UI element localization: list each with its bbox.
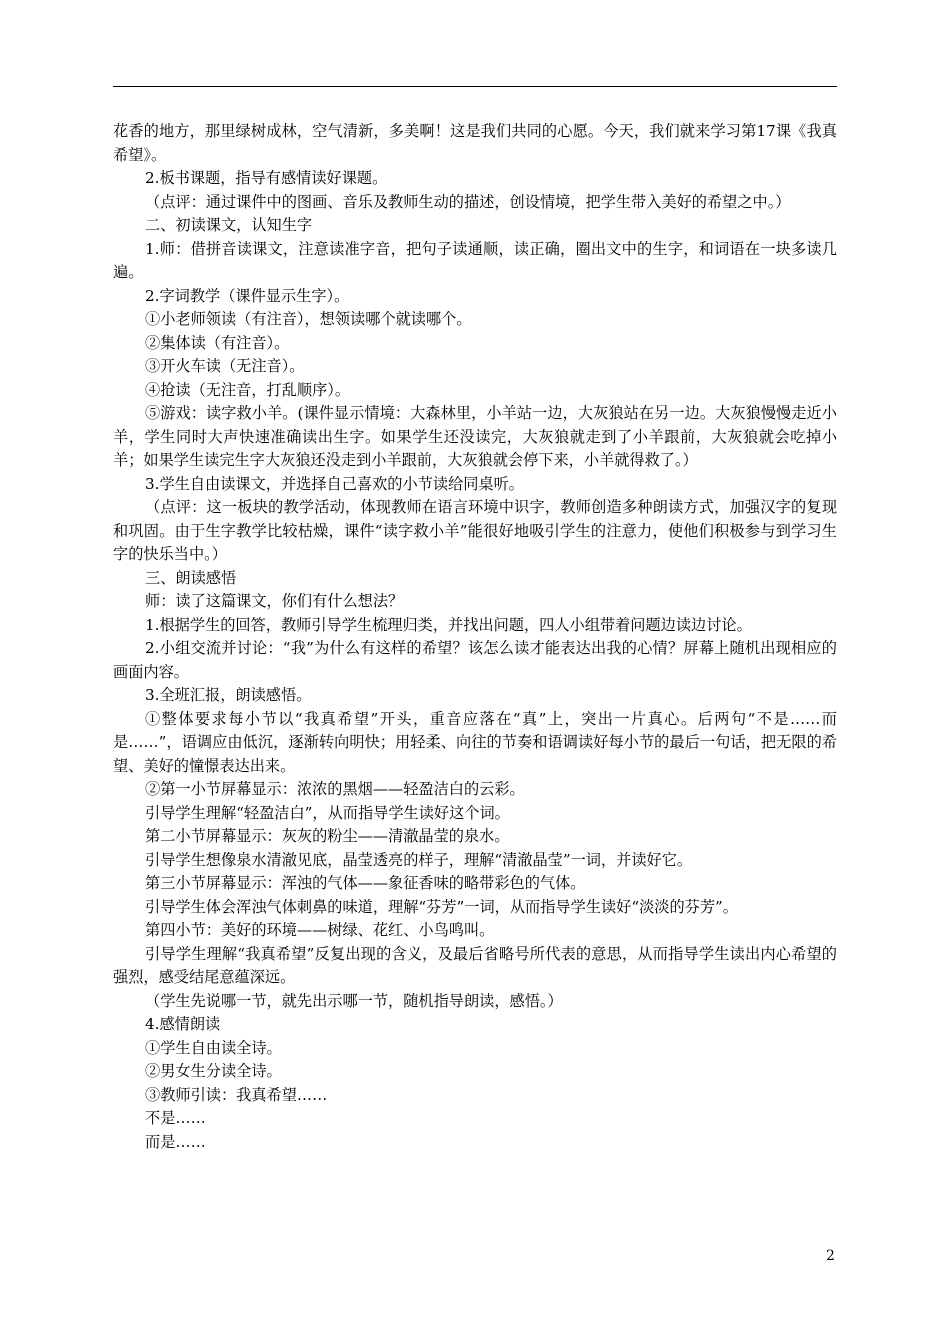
paragraph: （学生先说哪一节，就先出示哪一节，随机指导朗读，感悟。）: [145, 991, 563, 1010]
paragraph: 引导学生体会浑浊气体刺鼻的味道，理解“芬芳”一词，从而指导学生读好“淡淡的芬芳”。: [145, 897, 738, 916]
paragraph: 引导学生想像泉水清澈见底，晶莹透亮的样子，理解“清澈晶莹”一词，并读好它。: [145, 850, 693, 869]
paragraph: ②男女生分读全诗。: [145, 1062, 282, 1080]
paragraph: 不是……: [145, 1109, 206, 1127]
paragraph: 2.板书课题，指导有感情读好课题。: [145, 169, 388, 187]
paragraph: （点评：这一板块的教学活动，体现教师在语言环境中识字，教师创造多种朗读方式，加强汉字的复现和巩固。由于生字教学比较枯燥，课件“读字救小羊”能很好地吸引学生的注意力，使他们积极参与到学习生字的快乐当中。）: [113, 498, 837, 563]
paragraph: ②集体读（有注音）。: [145, 333, 290, 352]
paragraph: ①小老师领读（有注音），想领读哪个就读哪个。: [145, 310, 472, 328]
paragraph: ③开火车读（无注音）。: [145, 357, 305, 375]
paragraph: 第三小节屏幕显示：浑浊的气体——象征香味的略带彩色的气体。: [145, 874, 586, 892]
paragraph: 4.感情朗读: [145, 1015, 221, 1033]
paragraph: ①学生自由读全诗。: [145, 1038, 282, 1057]
paragraph: 第二小节屏幕显示：灰灰的粉尘——清澈晶莹的泉水。: [145, 827, 510, 845]
paragraph: 花香的地方，那里绿树成林，空气清新，多美啊！这是我们共同的心愿。今天，我们就来学习第17课《我真希望》。: [113, 122, 837, 164]
paragraph: ③教师引读：我真希望……: [145, 1085, 328, 1104]
paragraph: 引导学生理解“我真希望”反复出现的含义，及最后省略号所代表的意思，从而指导学生读出内心希望的强烈，感受结尾意蕴深远。: [113, 944, 837, 986]
page-number: 2: [826, 1248, 835, 1264]
paragraph: 2.小组交流并讨论：“我”为什么有这样的希望？该怎么读才能表达出我的心情？屏幕上随机出现相应的画面内容。: [113, 639, 837, 681]
paragraph: 1.根据学生的回答，教师引导学生梳理归类，并找出问题，四人小组带着问题边读边讨论。: [145, 615, 752, 634]
paragraph: 第四小节：美好的环境——树绿、花红、小鸟鸣叫。: [145, 921, 495, 939]
paragraph: ④抢读（无注音，打乱顺序）。: [145, 380, 351, 399]
paragraph: 师：读了这篇课文，你们有什么想法？: [145, 592, 404, 610]
header-rule: [113, 86, 837, 87]
paragraph: 三、朗读感悟: [145, 568, 237, 587]
document-body: [113, 120, 837, 1154]
paragraph: 而是……: [145, 1132, 206, 1151]
paragraph: （点评：通过课件中的图画、音乐及教师生动的描述，创设情境，把学生带入美好的希望之中。）: [145, 192, 791, 211]
paragraph: ⑤游戏：读字救小羊。(课件显示情境：大森林里，小羊站一边，大灰狼站在另一边。大灰狼慢慢走近小羊，学生同时大声快速准确读出生字。如果学生还没读完，大灰狼就走到了小羊跟前，大灰狼就会吃掉小羊；如果学生读完生字大灰狼还没走到小羊跟前，大灰狼就会停下来，小羊就得救了。）: [113, 404, 837, 469]
paragraph: 3.全班汇报，朗读感悟。: [145, 686, 312, 704]
paragraph: ①整体要求每小节以“我真希望”开头，重音应落在“真”上，突出一片真心。后两句“不是……而是……”，语调应由低沉，逐渐转向明快；用轻柔、向往的节奏和语调读好每小节的最后一句话，把无限的希望、美好的憧憬表达出来。: [113, 709, 837, 775]
paragraph: 1.师：借拼音读课文，注意读准字音，把句子读通顺，读正确，圈出文中的生字，和词语在一块多读几遍。: [113, 239, 837, 281]
paragraph: ②第一小节屏幕显示：浓浓的黑烟——轻盈洁白的云彩。: [145, 780, 525, 798]
paragraph: 引导学生理解“轻盈洁白”，从而指导学生读好这个词。: [145, 803, 510, 822]
paragraph: 2.字词教学（课件显示生字）。: [145, 286, 350, 305]
paragraph: 二、初读课文，认知生字: [145, 216, 313, 234]
paragraph: 3.学生自由读课文，并选择自己喜欢的小节读给同桌听。: [145, 474, 524, 493]
